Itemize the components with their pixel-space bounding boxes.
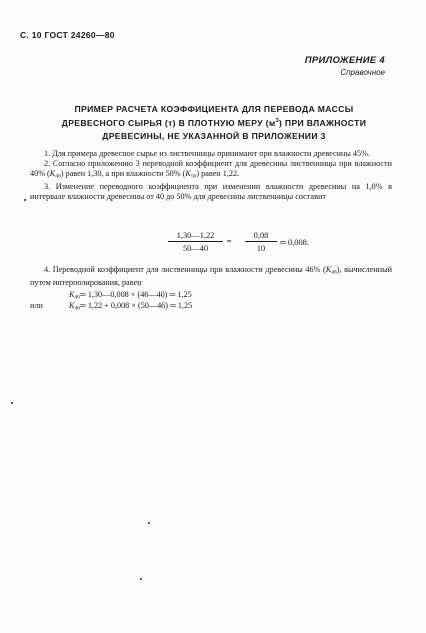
title-line-1: ПРИМЕР РАСЧЕТА КОЭФФИЦИЕНТА ДЛЯ ПЕРЕВОДА МАССЫ	[74, 104, 354, 114]
p2-part-c: ) равен 1,22.	[196, 168, 240, 178]
appendix-subtitle: Справочное	[340, 68, 385, 77]
fraction-2-denominator: 10	[256, 244, 266, 253]
title-line-3: ДРЕВЕСИНЫ, НЕ УКАЗАННОЙ В ПРИЛОЖЕНИИ 3	[102, 130, 326, 141]
paragraph-3: 3. Изменение переводного коэффициента при изменении влажности древесины на 1,0% в интервале влажности древесины от 40 до 50% для древесины лиственницы составит	[30, 182, 392, 201]
fraction-2-numerator: 0,08	[245, 231, 277, 242]
appendix-label	[305, 55, 385, 77]
k-symbol: K	[69, 300, 75, 310]
k40-subscript: 40	[55, 173, 61, 180]
section-title	[24, 103, 404, 142]
k-symbol: K	[69, 290, 75, 299]
formula-block	[168, 231, 338, 261]
paragraph-2	[30, 159, 392, 182]
fraction-1-denominator: 50—40	[182, 244, 209, 253]
body-text	[30, 149, 392, 202]
scan-speck	[24, 199, 26, 201]
k46-subscript: 46	[331, 269, 337, 276]
formula-result: ═ 0,008.	[280, 238, 309, 247]
p4-part-b: ), вычисленный путем интерполирования, равен	[30, 265, 393, 288]
title-line-2-start: ДРЕВЕСНОГО СЫРЬЯ (т) В ПЛОТНУЮ МЕРУ (м	[61, 118, 276, 129]
k50-symbol: K	[185, 168, 191, 178]
scan-speck	[140, 578, 142, 580]
p2-part-b: ) равен 1,30, а при влажности 50% (	[60, 168, 186, 178]
paragraph-4	[30, 265, 392, 288]
title-line-2	[24, 115, 404, 129]
title-superscript: 3	[275, 118, 279, 125]
fraction-1	[168, 231, 223, 253]
k-subscript: 46	[74, 294, 80, 301]
p2-part-a: 2. Согласно приложению 3 переводной коэффициент для древесины лиственницы при влажности 40% (	[30, 158, 392, 178]
k40-symbol: K	[49, 168, 56, 178]
scan-speck	[11, 402, 13, 404]
scan-speck	[148, 522, 150, 524]
equation-expression	[69, 301, 192, 314]
fraction-1-numerator: 1,30—1,22	[168, 231, 223, 242]
equation-lead: или	[30, 300, 43, 310]
k-subscript: 46	[74, 305, 80, 311]
equation-text: ═ 1,22 + 0,008 × (50—46) ═ 1,25	[79, 300, 193, 310]
fraction-2	[245, 231, 277, 253]
equation-text: ═ 1,30—0,008 × (46—40) ═ 1,25	[79, 290, 192, 299]
k46-symbol: K	[325, 265, 332, 274]
appendix-title: ПРИЛОЖЕНИЕ 4	[304, 55, 385, 66]
title-line-2-end: ) ПРИ ВЛАЖНОСТИ	[278, 118, 367, 129]
p4-part-a: 4. Переводной коэффициент для лиственницы при влажности древесины 46% (	[44, 265, 326, 274]
paragraph-1: 1. Для примера древесное сырье из лиственницы принимают при влажности древесины 45%.	[44, 149, 370, 158]
body-text-2	[30, 265, 392, 288]
equals-sign: ═	[227, 239, 232, 245]
k50-subscript: 50	[190, 173, 197, 180]
page-header: С. 10 ГОСТ 24260—80	[20, 30, 115, 40]
